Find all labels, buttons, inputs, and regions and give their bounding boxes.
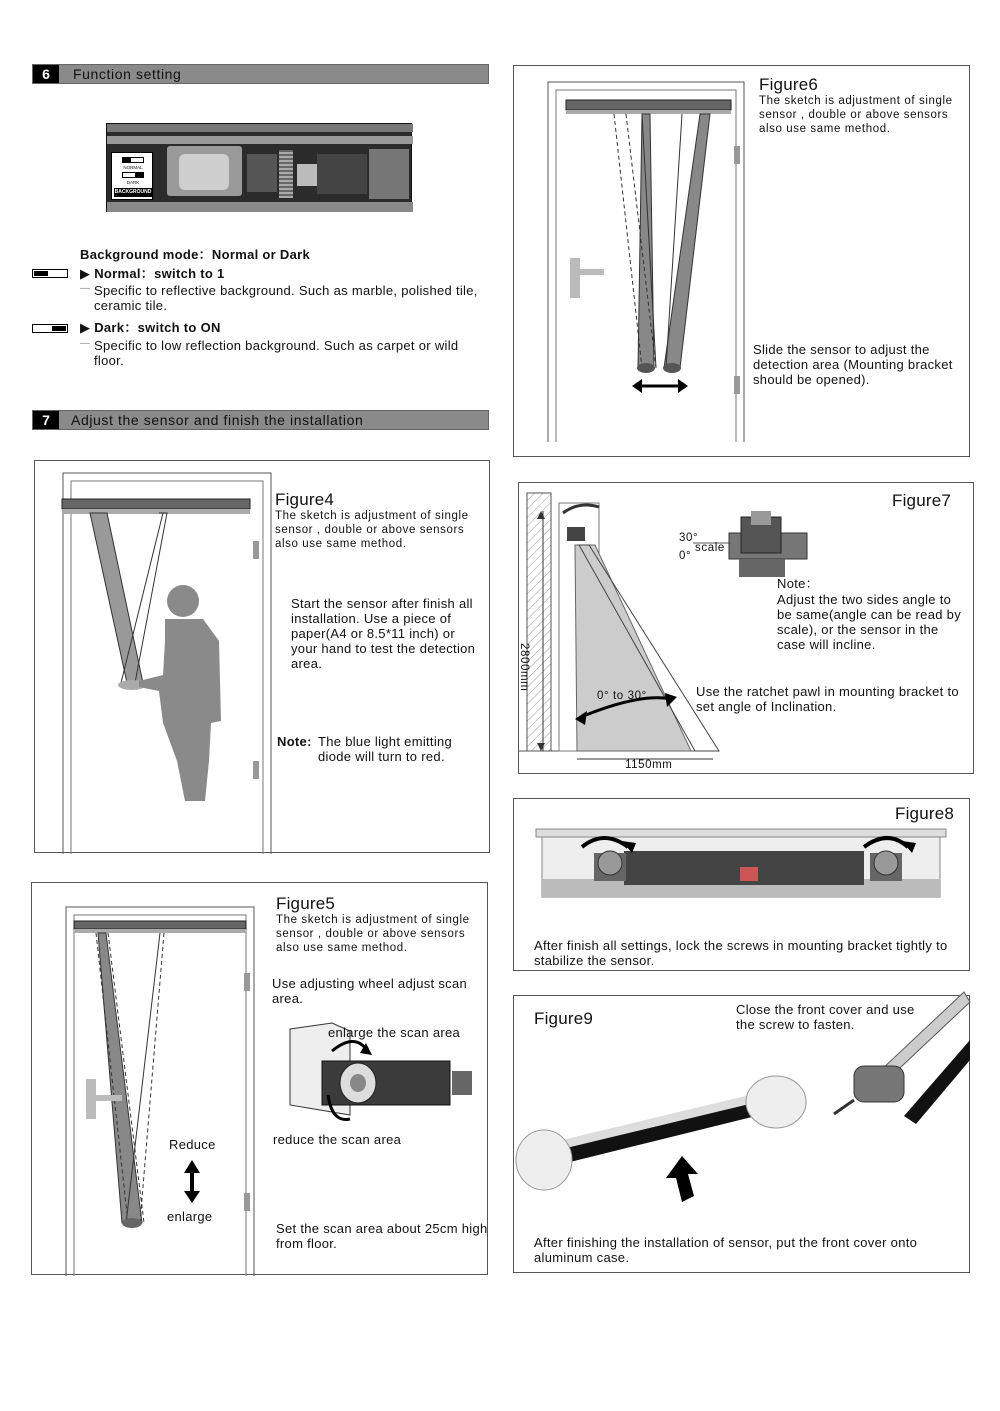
normal-label: NORMAL [123, 165, 143, 170]
reduce-label: Reduce [169, 1137, 216, 1152]
figure6-title: Figure6 [759, 75, 819, 94]
figure6-box [513, 65, 970, 457]
width-1150-label: 1150mm [625, 759, 673, 771]
normal-mode-desc: Specific to reflective background. Such as marble, polished tile, ceramic tile. [94, 283, 478, 313]
angle-0-label: 0° [679, 550, 692, 562]
figure6-caption: The sketch is adjustment of single sensor , double or above sensors also use same method. [759, 95, 953, 135]
figure5-caption: The sketch is adjustment of single sensor , double or above sensors also use same method. [276, 914, 470, 954]
dash-icon: — [80, 283, 90, 294]
figure8-text: After finish all settings, lock the screws in mounting bracket tightly to stabilize the sensor. [534, 938, 948, 968]
dash-icon: — [80, 338, 90, 349]
dark-mode-desc: Specific to low reflection background. Such as carpet or wild floor. [94, 338, 459, 368]
enlarge-scan-label: enlarge the scan area [328, 1025, 461, 1040]
angle-30-label: 30° [679, 532, 699, 544]
height-2800-label: 2800mm [518, 643, 530, 692]
figure4-text: Start the sensor after finish all installation. Use a piece of paper(A4 or 8.5*11 inch) or your hand to test the detection area. [291, 596, 476, 671]
figure4-note-label: Note: [277, 734, 312, 749]
angle-range-label: 0° to 30° [597, 690, 647, 702]
section-title: Adjust the sensor and finish the installation [71, 412, 364, 428]
figure5-box [31, 882, 488, 1275]
section-title: Function setting [73, 66, 182, 82]
figure9-box [513, 995, 970, 1273]
switch-dark-icon [32, 324, 68, 333]
section-6-header [32, 64, 489, 84]
scale-label: scale [695, 542, 725, 554]
dark-mode-label: ▶ Dark：switch to ON [80, 320, 221, 335]
figure9-top-text: Close the front cover and use the screw to fasten. [736, 1002, 915, 1032]
figure9-illustration [514, 996, 971, 1274]
section-number: 7 [33, 411, 59, 429]
figure4-note-text: The blue light emitting diode will turn to red. [318, 734, 453, 764]
figure6-text: Slide the sensor to adjust the detection area (Mounting bracket should be opened). [753, 342, 953, 387]
figure9-bottom-text: After finishing the installation of sensor, put the front cover onto aluminum case. [534, 1235, 918, 1265]
figure5-title: Figure5 [276, 894, 336, 913]
figure5-bottom-text: Set the scan area about 25cm high from floor. [276, 1221, 488, 1251]
figure8-title: Figure8 [895, 804, 955, 823]
section-number: 6 [33, 65, 59, 83]
figure4-caption: The sketch is adjustment of single sensor , double or above sensors also use same method. [275, 510, 469, 550]
figure4-box [34, 460, 490, 853]
background-mode-heading: Background mode：Normal or Dark [80, 247, 311, 262]
figure7-box [518, 482, 974, 774]
enlarge-label: enlarge [167, 1209, 213, 1224]
section-7-header [32, 410, 489, 430]
figure7-note-label: Note： [777, 576, 819, 591]
normal-mode-label: ▶ Normal：switch to 1 [80, 266, 225, 281]
figure9-title: Figure9 [534, 1009, 594, 1028]
figure5-text: Use adjusting wheel adjust scan area. [272, 976, 468, 1006]
figure7-title: Figure7 [892, 491, 952, 510]
figure4-title: Figure4 [275, 490, 335, 509]
triangle-bullet-icon: ▶ [80, 266, 95, 281]
background-label: BACKGROUND [114, 189, 152, 195]
dark-label: DARK [126, 180, 140, 185]
ratchet-text: Use the ratchet pawl in mounting bracket to set angle of Inclination. [696, 684, 959, 714]
reduce-scan-label: reduce the scan area [273, 1132, 402, 1147]
switch-label-card [111, 152, 153, 200]
triangle-bullet-icon: ▶ [80, 320, 95, 335]
figure8-box [513, 798, 970, 971]
figure7-note-text: Adjust the two sides angle to be same(angle can be read by scale), or the sensor in the case will incline. [777, 592, 962, 652]
sensor-internal-photo [106, 123, 412, 212]
switch-normal-icon [32, 269, 68, 278]
